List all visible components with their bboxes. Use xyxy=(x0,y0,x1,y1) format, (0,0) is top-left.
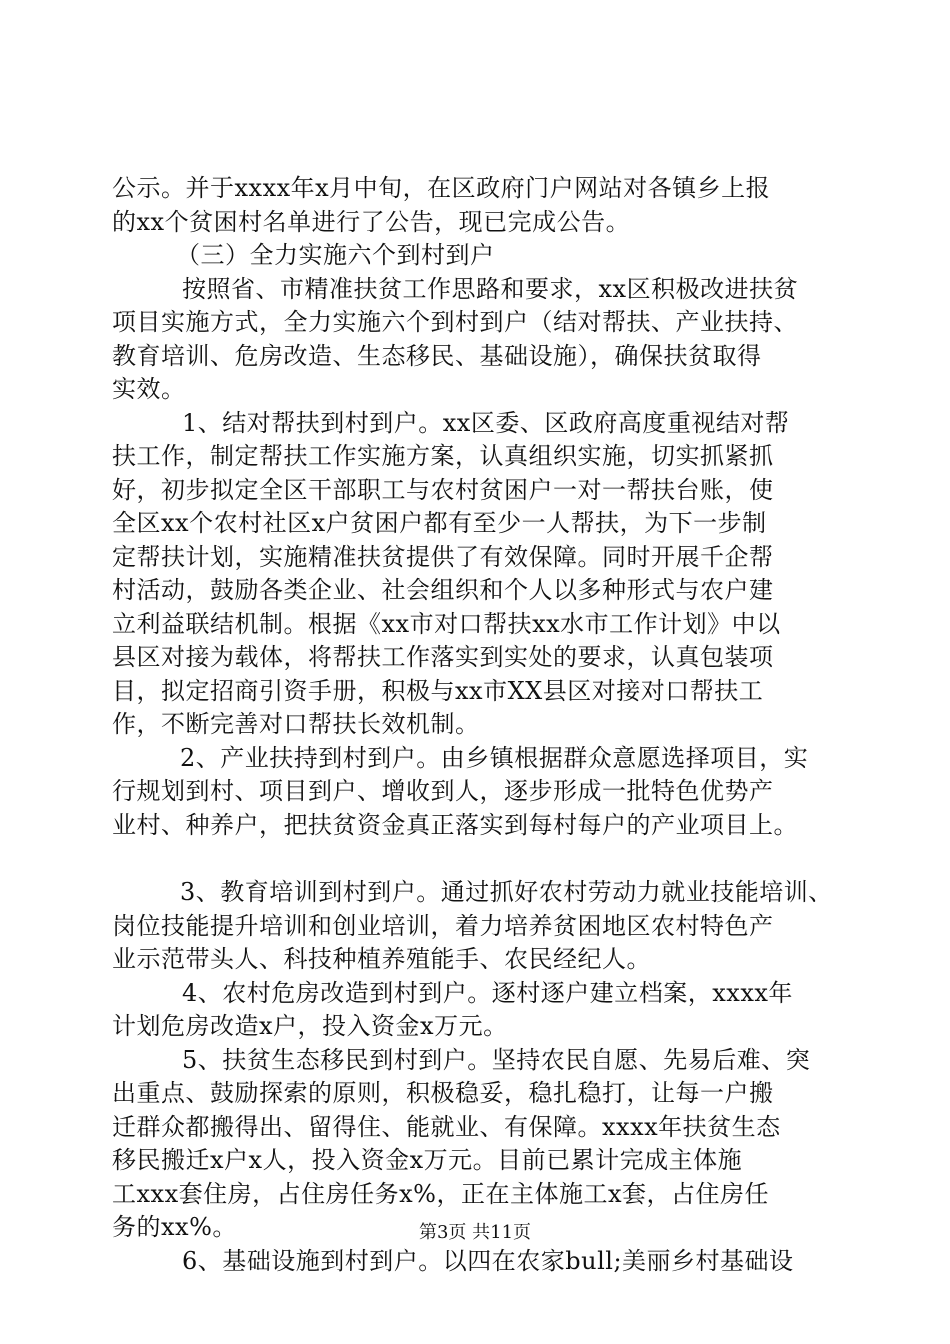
text-line: 全区xx个农村社区x户贫困户都有至少一人帮扶，为下一步制 xyxy=(112,509,767,537)
section-heading: （三）全力实施六个到村到户 xyxy=(176,241,495,269)
text-line: 6、基础设施到村到户。以四在农家bull;美丽乡村基础设 xyxy=(182,1246,794,1275)
paragraph-gap xyxy=(112,842,850,876)
text-line: 计划危房改造x户，投入资金x万元。 xyxy=(112,1012,508,1040)
text-line: 作，不断完善对口帮扶长效机制。 xyxy=(112,710,480,738)
text-line: 岗位技能提升培训和创业培训，着力培养贫困地区农村特色产 xyxy=(112,911,774,940)
text-line: 扶工作，制定帮扶工作实施方案，认真组织实施，切实抓紧抓 xyxy=(112,442,774,470)
text-line: 立利益联结机制。根据《xx市对口帮扶xx水市工作计划》中以 xyxy=(112,609,781,638)
text-line: 2、产业扶持到村到户。由乡镇根据群众意愿选择项目，实 xyxy=(180,743,809,772)
text-line: 行规划到村、项目到户、增收到人，逐步形成一批特色优势产 xyxy=(112,777,774,805)
text-line: 教育培训、危房改造、生态移民、基础设施），确保扶贫取得 xyxy=(112,341,762,370)
text-line: 业示范带头人、科技种植养殖能手、农民经纪人。 xyxy=(112,945,651,973)
text-line: 移民搬迁x户x人，投入资金x万元。目前已累计完成主体施 xyxy=(112,1146,743,1174)
text-line: 的xx个贫困村名单进行了公告，现已完成公告。 xyxy=(112,207,631,236)
text-line: 村活动，鼓励各类企业、社会组织和个人以多种形式与农户建 xyxy=(112,576,774,604)
text-line: 迁群众都搬得出、留得住、能就业、有保障。xxxx年扶贫生态 xyxy=(112,1112,781,1141)
text-line: 业村、种养户，把扶贫资金真正落实到每村每户的产业项目上。 xyxy=(112,810,798,839)
text-line: 实效。 xyxy=(112,375,186,403)
page-number-footer: 第3页 共11页 xyxy=(418,1222,532,1243)
text-line: 目，拟定招商引资手册，积极与xx市XX县区对接对口帮扶工 xyxy=(112,676,764,705)
text-line: 公示。并于xxxx年x月中旬，在区政府门户网站对各镇乡上报 xyxy=(112,174,771,202)
text-line: 1、结对帮扶到村到户。xx区委、区政府高度重视结对帮 xyxy=(182,408,790,437)
text-line: 出重点、鼓励探索的原则，积极稳妥，稳扎稳打，让每一户搬 xyxy=(112,1079,774,1107)
text-line: 项目实施方式，全力实施六个到村到户（结对帮扶、产业扶持、 xyxy=(112,308,798,336)
text-line: 务的xx%。 xyxy=(112,1213,237,1241)
body-text xyxy=(112,172,850,1278)
text-line: 工xxx套住房，占住房任务x%，正在主体施工x套，占住房任 xyxy=(112,1179,769,1208)
text-line: 4、农村危房改造到村到户。逐村逐户建立档案，xxxx年 xyxy=(182,978,793,1007)
text-line: 好，初步拟定全区干部职工与农村贫困户一对一帮扶台账，使 xyxy=(112,475,774,504)
text-line: 定帮扶计划，实施精准扶贫提供了有效保障。同时开展千企帮 xyxy=(112,542,774,571)
text-line: 3、教育培训到村到户。通过抓好农村劳动力就业技能培训、 xyxy=(180,878,833,906)
text-line: 5、扶贫生态移民到村到户。坚持农民自愿、先易后难、突 xyxy=(182,1045,811,1074)
text-line: 按照省、市精准扶贫工作思路和要求，xx区积极改进扶贫 xyxy=(182,274,799,303)
text-line: 县区对接为载体，将帮扶工作落实到实处的要求，认真包装项 xyxy=(112,643,774,671)
